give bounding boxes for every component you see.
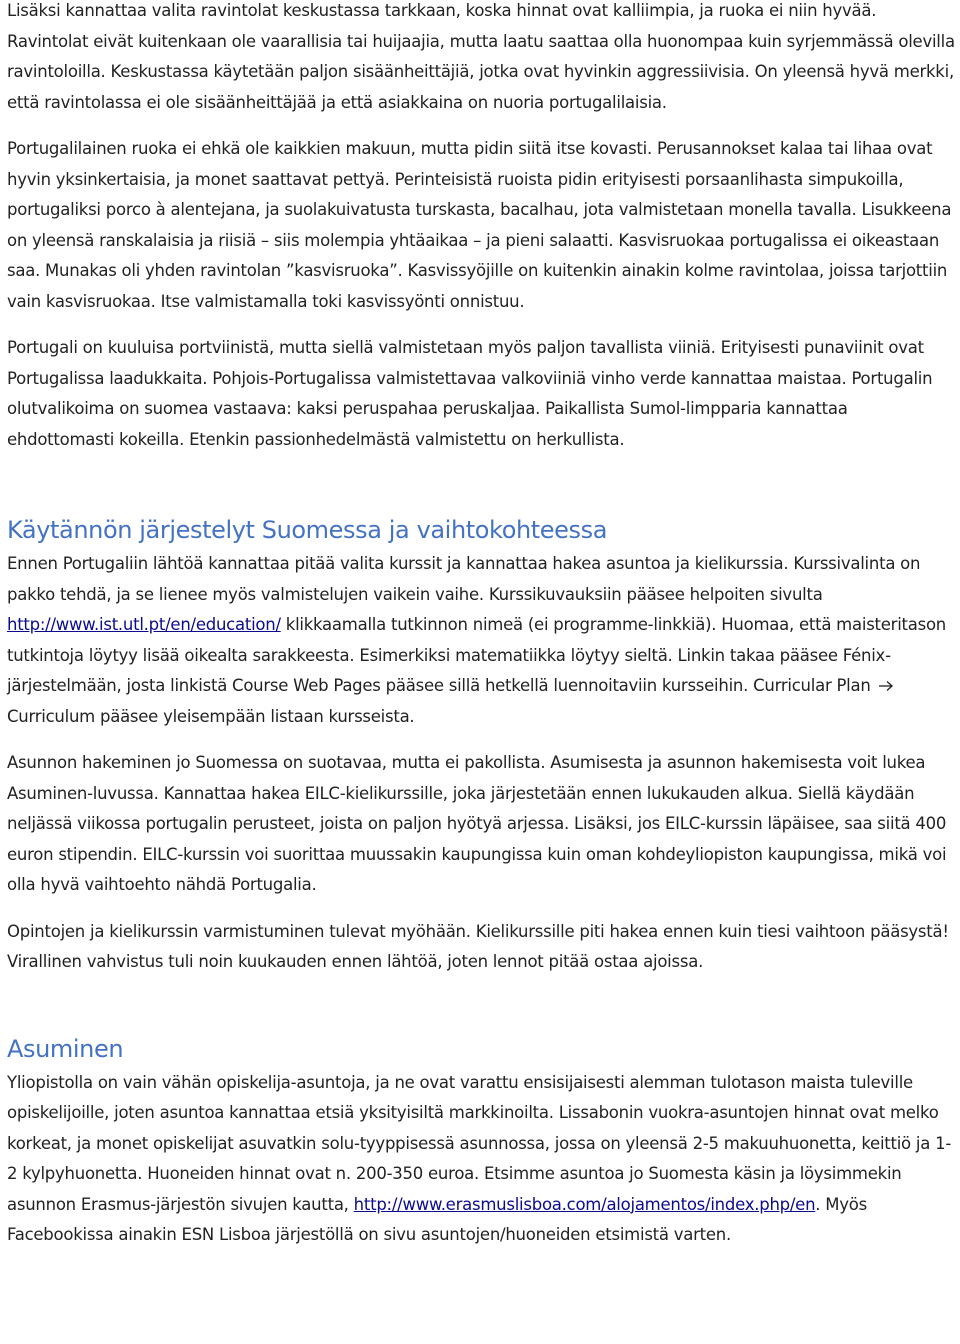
housing-heading: Asuminen [7,1034,124,1063]
practical-heading: Käytännön järjestelyt Suomessa ja vaihtokohteessa [7,516,608,544]
practical-paragraph-courses [7,549,957,732]
right-arrow-icon [878,680,894,692]
practical-courses-text-middle: klikkaamalla tutkinnon nimeä (ei programme-linkkiä). Huomaa, että maisteritason tutkintoja löytyy lisää oikealta sarakkeesta. Esimerkiksi matematiikka löytyy sieltä. Linkin takaa pääsee Fénix-järjestelmään, josta linkistä Course Web Pages pääsee sillä hetkellä luennoitaviin kursseihin. Curricular Plan [7,615,947,695]
housing-text-end: . Myös Facebookissa ainakin ESN Lisboa järjestöllä on sivu asuntojen/huoneiden etsimistä varten. [7,1194,867,1244]
erasmuslisboa-link[interactable]: http://www.erasmuslisboa.com/alojamentos/index.php/en [353,1194,816,1214]
practical-paragraph-confirmation: Opintojen ja kielikurssin varmistuminen tulevat myöhään. Kielikurssille piti hakea ennen kuin tiesi vaihtoon pääsystä! Virallinen vahvistus tuli noin kuukauden ennen lähtöä, joten lennot pitää ostaa ajoissa. [7,921,949,971]
practical-courses-text-end: Curriculum pääsee yleisempään listaan kursseista. [7,706,415,726]
document-page [7,0,957,1251]
housing-paragraph [7,1068,957,1251]
food-paragraph-drinks: Portugali on kuuluisa portviinistä, mutta siellä valmistetaan myös paljon tavallista viiniä. Erityisesti punaviinit ovat Portugalissa laadukkaita. Pohjois-Portugalissa valmistettavaa valkoviiniä vinho verde kannattaa maistaa. Portugalin olutvalikoima on suomea vastaava: kaksi peruspahaa peruskaljaa. Paikallista Sumol-limpparia kannattaa ehdottomasti kokeilla. Etenkin passionhedelmästä valmistettu on herkullista. [7,338,933,449]
food-paragraph-cuisine: Portugalilainen ruoka ei ehkä ole kaikkien makuun, mutta pidin siitä itse kovasti. Perusannokset kalaa tai lihaa ovat hyvin yksinkertaisia, ja monet saattavat pettyä. Perinteisistä ruoista pidin erityisesti porsaanlihasta simpukoilla, portugaliksi porco à alentejana, ja suolakuivatusta turskasta, bacalhau, jota valmistetaan monella tavalla. Lisukkeena on yleensä ranskalaisia ja riisiä – siis molempia yhtäaikaa – ja pieni salaatti. Kasvisruokaa portugalissa ei oikeastaan saa. Munakas oli yhden ravintolan ”kasvisruoka”. Kasvissyöjille on kuitenkin ainakin kolme ravintolaa, joissa tarjottiin vain kasvisruokaa. Itse valmistamalla toki kasvissyönti onnistuu. [7,139,952,311]
food-paragraph-restaurants: Lisäksi kannattaa valita ravintolat keskustassa tarkkaan, koska hinnat ovat kalliimpia, ja ruoka ei niin hyvää. Ravintolat eivät kuitenkaan ole vaarallisia tai huijaajia, mutta laatu saattaa olla huonompaa kuin syrjemmässä olevilla ravintoloilla. Keskustassa käytetään paljon sisäänheittäjiä, jotka ovat hyvinkin aggressiivisia. On yleensä hyvä merkki, että ravintolassa ei ole sisäänheittäjää ja että asiakkaina on nuoria portugalilaisia. [7,1,955,112]
housing-text-start: Yliopistolla on vain vähän opiskelija-asuntoja, ja ne ovat varattu ensisijaisesti alemman tulotason maista tuleville opiskelijoille, joten asuntoa kannattaa etsiä yksityisiltä markkinoilta. Lissabonin vuokra-asuntojen hinnat ovat melko korkeat, ja monet opiskelijat asuvatkin solu-tyyppisessä asunnossa, jossa on yleensä 2-5 makuuhuonetta, keittiö ja 1-2 kylpyhuonetta. Huoneiden hinnat ovat n. 200-350 euroa. Etsimme asuntoa jo Suomesta käsin ja löysimmekin asunnon Erasmus-järjestön sivujen kautta, [7,1072,952,1214]
ist-education-link[interactable]: http://www.ist.utl.pt/en/education/ [7,615,281,634]
practical-paragraph-housing-language: Asunnon hakeminen jo Suomessa on suotavaa, mutta ei pakollista. Asumisesta ja asunnon hakemisesta voit lukea Asuminen-luvussa. Kannattaa hakea EILC-kielikurssille, joka järjestetään ennen lukukauden alkua. Siellä käydään neljässä viikossa portugalin perusteet, joista on paljon hyötyä arjessa. Lisäksi, jos EILC-kurssin läpäisee, saa siitä 400 euron stipendin. EILC-kurssin voi suorittaa muussakin kaupungissa kuin oman kohdeyliopiston kaupungissa, mikä voi olla hyvä vaihtoehto nähdä Portugalia. [7,753,947,894]
practical-courses-text-start: Ennen Portugaliin lähtöä kannattaa pitää valita kurssit ja kannattaa hakea asuntoa ja kielikurssia. Kurssivalinta on pakko tehdä, ja se lienee myös valmistelujen vaikein vaihe. Kurssikuvauksiin pääsee helpoiten sivulta [7,554,921,604]
